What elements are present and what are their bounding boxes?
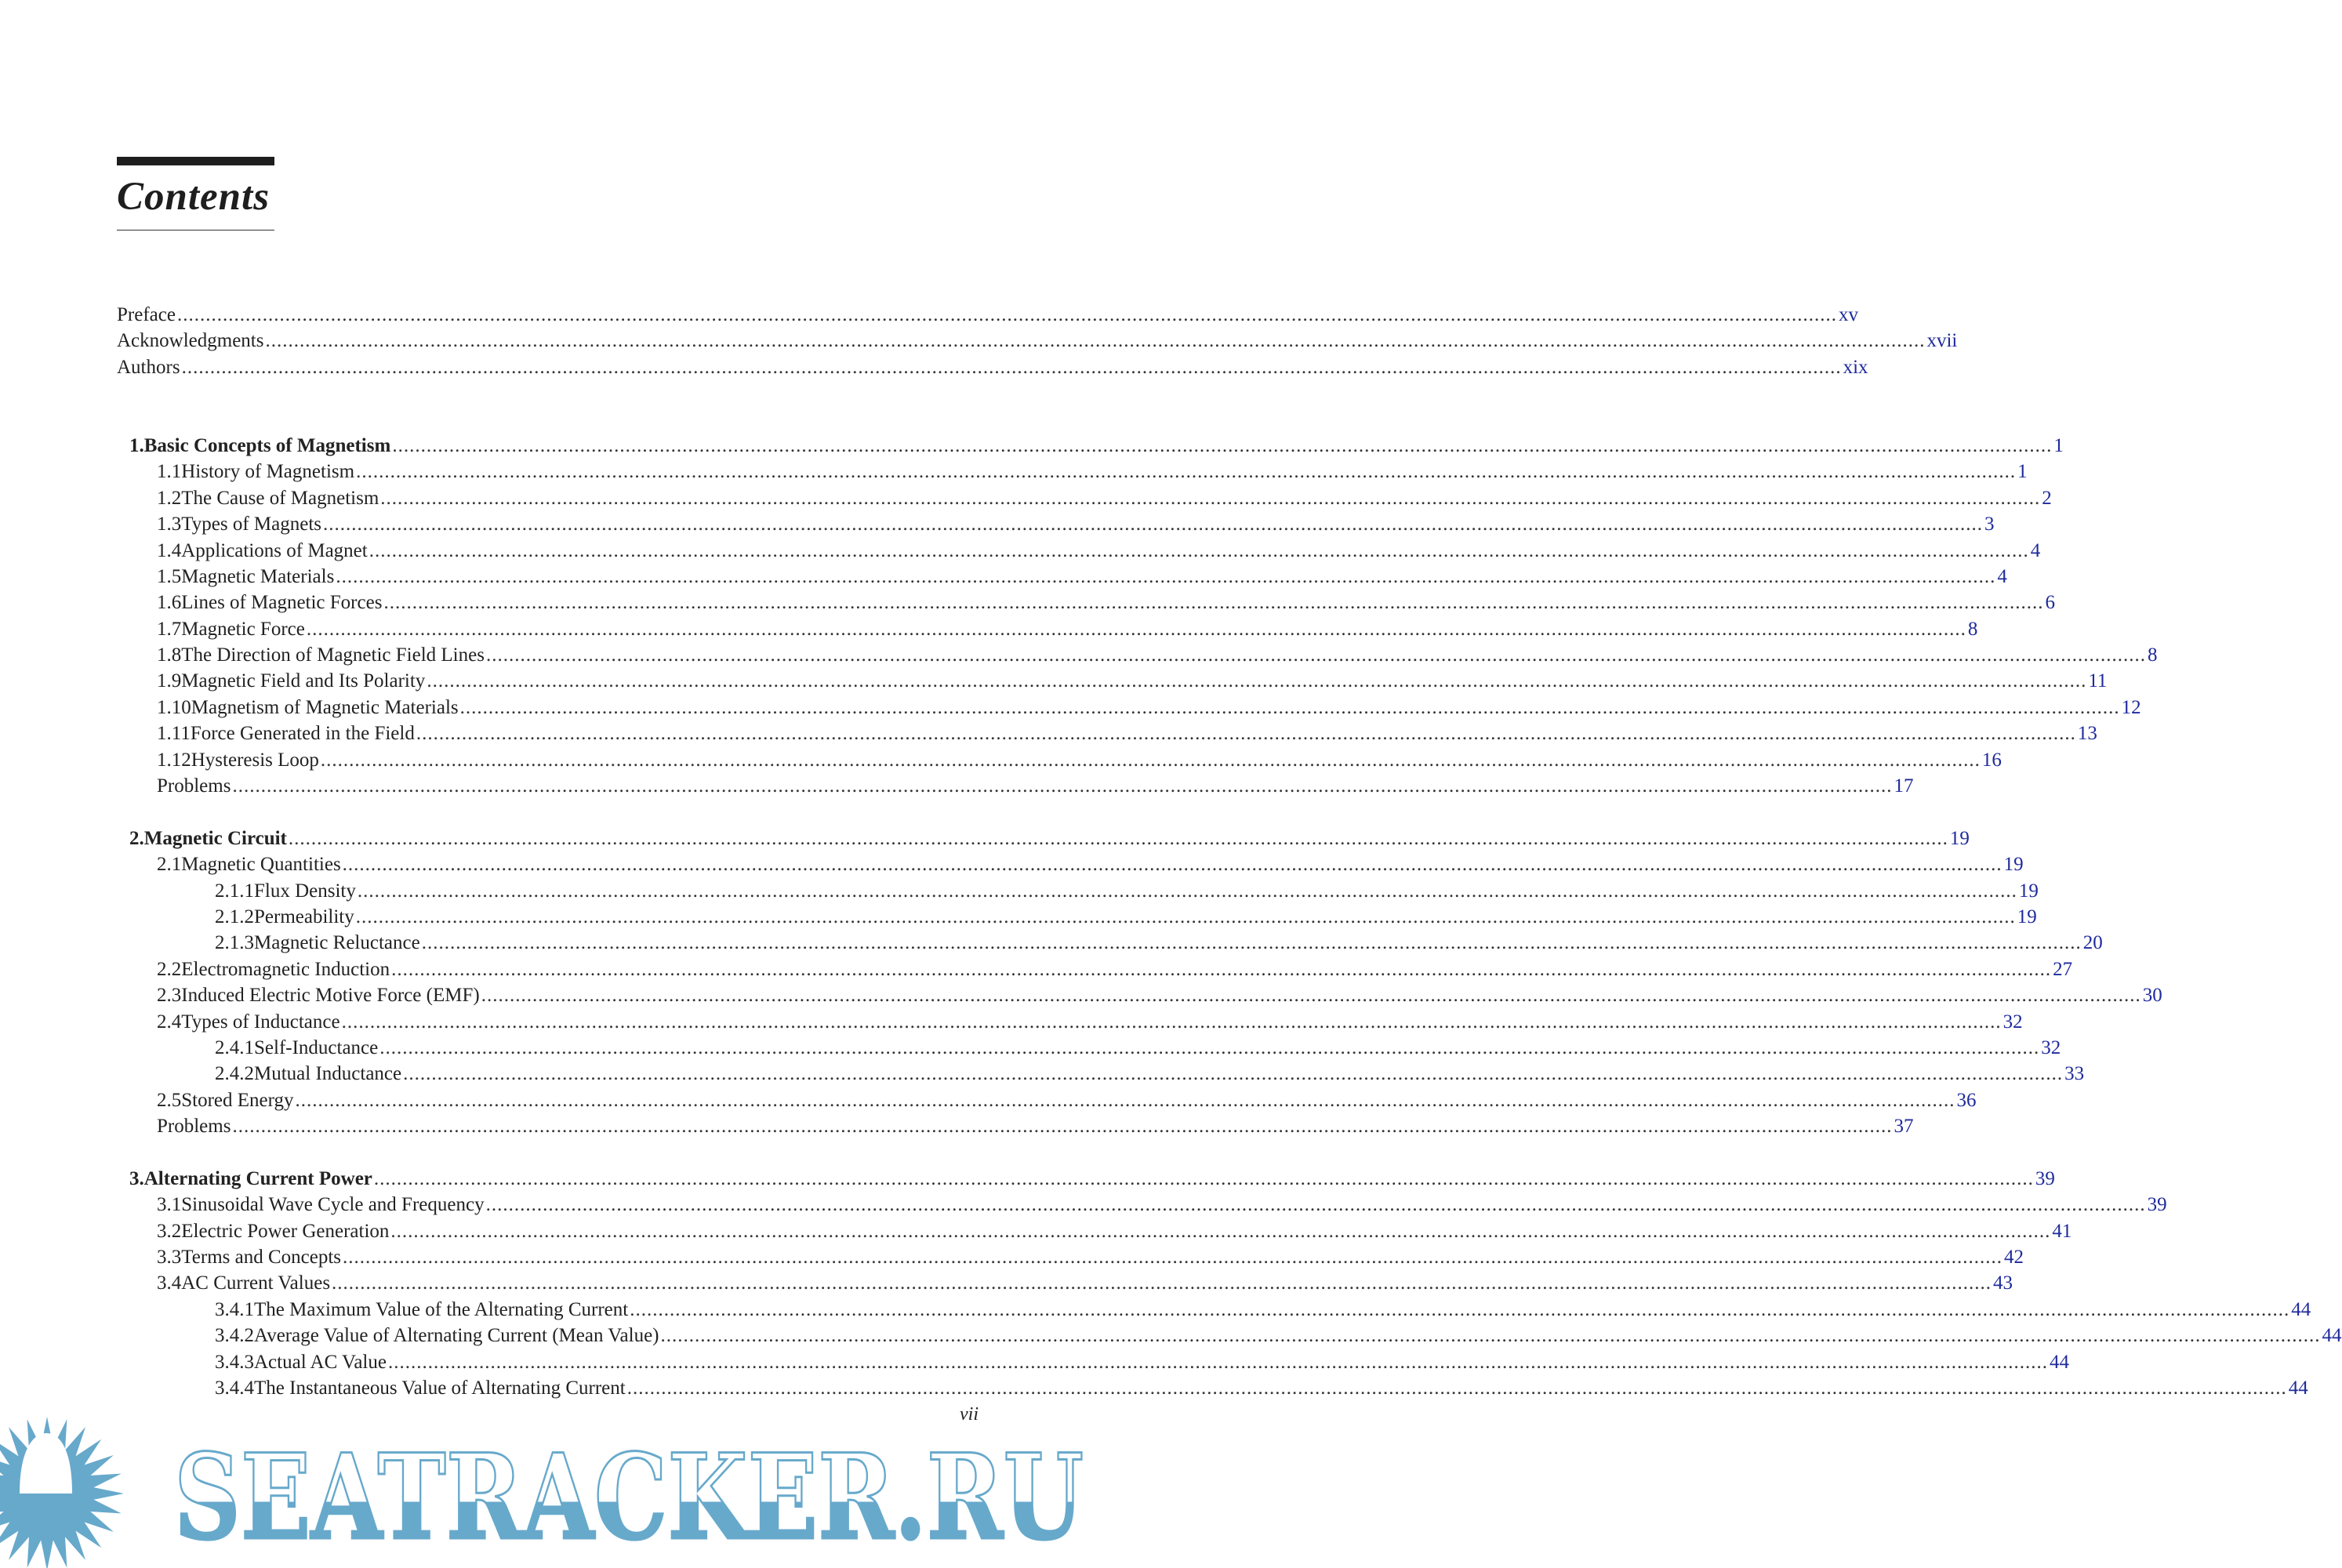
entry-title: Types of Magnets xyxy=(181,514,322,535)
dot-leader xyxy=(422,930,2082,956)
entry-number: 3.4.3 xyxy=(215,1351,254,1373)
dot-leader xyxy=(403,1061,2063,1087)
entry-title: Preface xyxy=(117,304,176,325)
dot-leader xyxy=(332,1270,1992,1296)
entry-page-number: xvii xyxy=(1926,330,1958,352)
entry-page-number: 4 xyxy=(1997,565,2007,587)
entry-page-number: 1 xyxy=(2053,434,2064,456)
entry-page-number: 33 xyxy=(2064,1063,2085,1085)
chapter-entry[interactable] xyxy=(117,433,2064,459)
entry-page-number: 44 xyxy=(2291,1298,2311,1320)
dot-leader xyxy=(374,1166,2034,1192)
entry-title: Mutual Inductance xyxy=(254,1063,402,1085)
entry-page-number: 36 xyxy=(1956,1089,1977,1111)
entry-title: Magnetic Circuit xyxy=(143,827,287,849)
entry-title: Force Generated in the Field xyxy=(190,723,415,745)
entry-title: Magnetic Field and Its Polarity xyxy=(181,670,426,692)
subsection-entry[interactable] xyxy=(117,1349,2069,1375)
entry-number: 1.7 xyxy=(157,618,182,640)
section-entry[interactable] xyxy=(117,616,1978,642)
dot-leader xyxy=(460,695,2120,720)
entry-page-number: 32 xyxy=(2041,1036,2061,1058)
entry-page-number: 16 xyxy=(1981,749,2002,771)
entry-title: Induced Electric Motive Force (EMF) xyxy=(181,985,480,1007)
section-entry[interactable] xyxy=(117,1192,2167,1218)
dot-leader xyxy=(627,1375,2287,1401)
dot-leader xyxy=(336,564,1995,590)
dot-leader xyxy=(486,1192,2146,1218)
dot-leader xyxy=(369,538,2029,564)
entry-page-number: 41 xyxy=(2052,1220,2072,1242)
entry-number: 3. xyxy=(129,1167,144,1189)
spacer xyxy=(117,407,979,433)
subsection-entry[interactable] xyxy=(117,878,2039,904)
section-entry[interactable] xyxy=(117,511,1995,537)
entry-number: 2.2 xyxy=(157,958,182,980)
section-entry[interactable] xyxy=(117,564,2007,590)
section-entry[interactable] xyxy=(117,695,2141,720)
section-entry[interactable] xyxy=(117,1244,2024,1270)
front-matter-entry[interactable] xyxy=(117,354,1868,380)
entry-number: 3.4.4 xyxy=(215,1377,254,1399)
entry-number: 2.5 xyxy=(157,1089,182,1111)
entry-number: 1.6 xyxy=(157,592,182,614)
entry-page-number: 37 xyxy=(1894,1116,1914,1138)
entry-number: 2.1.2 xyxy=(215,906,254,927)
entry-title: The Maximum Value of the Alternating Current xyxy=(254,1298,629,1320)
dot-leader xyxy=(342,1009,2002,1035)
dot-leader xyxy=(481,982,2141,1008)
entry-title: Sinusoidal Wave Cycle and Frequency xyxy=(181,1194,485,1216)
dot-leader xyxy=(427,668,2086,694)
dot-leader xyxy=(343,851,2003,877)
subsection-entry[interactable] xyxy=(117,1375,2308,1401)
entry-title: The Cause of Magnetism xyxy=(181,487,379,509)
entry-page-number: 8 xyxy=(1967,618,1978,640)
entry-title: History of Magnetism xyxy=(181,461,355,483)
section-entry[interactable] xyxy=(117,590,2055,615)
entry-page-number: 39 xyxy=(2147,1194,2167,1216)
entry-number: 1.4 xyxy=(157,539,182,561)
entry-number: 2.4.2 xyxy=(215,1063,254,1085)
subsection-entry[interactable] xyxy=(117,1323,2342,1348)
entry-number: 1.11 xyxy=(157,723,191,745)
section-entry[interactable] xyxy=(117,1270,2013,1296)
dot-leader xyxy=(232,773,1892,799)
entry-title: Permeability xyxy=(254,906,354,927)
dot-leader xyxy=(296,1087,1955,1113)
dot-leader xyxy=(416,720,2076,746)
entry-number: 1.5 xyxy=(157,565,182,587)
entry-title: Acknowledgments xyxy=(117,330,264,352)
subsection-entry[interactable] xyxy=(117,1061,2085,1087)
entry-number: 2.3 xyxy=(157,985,182,1007)
entry-title: Terms and Concepts xyxy=(181,1247,342,1269)
entry-number: 1.1 xyxy=(157,461,182,483)
problems-entry[interactable] xyxy=(117,773,1914,799)
watermark-logo xyxy=(0,1411,1098,1568)
entry-page-number: 44 xyxy=(2049,1351,2069,1373)
entry-page-number: 8 xyxy=(2147,644,2158,666)
entry-title: AC Current Values xyxy=(181,1272,331,1294)
subsection-entry[interactable] xyxy=(117,1035,2061,1061)
dot-leader xyxy=(356,904,2016,930)
watermark-text: SEATRACKER.RU xyxy=(174,1428,1084,1566)
entry-number: 1.2 xyxy=(157,487,182,509)
entry-title: Magnetism of Magnetic Materials xyxy=(191,696,459,718)
section-entry[interactable] xyxy=(117,1218,2072,1244)
entry-number: 2.1.1 xyxy=(215,880,254,902)
entry-number: 1.10 xyxy=(157,696,191,718)
entry-page-number: 43 xyxy=(1993,1272,2013,1294)
entry-number: 3.3 xyxy=(157,1247,182,1269)
subsection-entry[interactable] xyxy=(117,904,2037,930)
dot-leader xyxy=(265,328,1925,354)
entry-title: Electric Power Generation xyxy=(181,1220,390,1242)
entry-title: The Direction of Magnetic Field Lines xyxy=(181,644,485,666)
entry-page-number: 20 xyxy=(2082,932,2103,954)
dot-leader xyxy=(661,1323,2321,1348)
entry-page-number: 39 xyxy=(2035,1167,2055,1189)
entry-number: 1.8 xyxy=(157,644,182,666)
section-entry[interactable] xyxy=(117,851,2024,877)
dot-leader xyxy=(182,354,1842,380)
entry-page-number: xix xyxy=(1843,356,1868,378)
section-entry[interactable] xyxy=(117,538,2041,564)
dot-leader xyxy=(307,616,1966,642)
entry-title: Alternating Current Power xyxy=(143,1167,372,1189)
chapter-entry[interactable] xyxy=(117,1166,2055,1192)
entry-title: Average Value of Alternating Current (Mean Value) xyxy=(254,1325,659,1347)
entry-page-number: 2 xyxy=(2042,487,2052,509)
section-entry[interactable] xyxy=(117,642,2158,668)
sun-icon xyxy=(0,1417,124,1568)
section-entry[interactable] xyxy=(117,485,2052,511)
table-of-contents xyxy=(117,302,2342,1401)
entry-title: Basic Concepts of Magnetism xyxy=(143,434,391,456)
spacer xyxy=(117,1140,979,1166)
entry-number: 2.4.1 xyxy=(215,1036,254,1058)
spacer xyxy=(117,799,979,825)
heading-rule-bar xyxy=(117,157,274,165)
subsection-entry[interactable] xyxy=(117,930,2103,956)
entry-page-number: 42 xyxy=(2004,1247,2024,1269)
front-matter-entry[interactable] xyxy=(117,328,1958,354)
section-entry[interactable] xyxy=(117,1009,2023,1035)
section-entry[interactable] xyxy=(117,982,2162,1008)
entry-page-number: 19 xyxy=(2003,854,2024,876)
entry-title: Types of Inductance xyxy=(181,1011,340,1033)
entry-page-number: 13 xyxy=(2077,723,2097,745)
dot-leader xyxy=(358,878,2017,904)
entry-page-number: 19 xyxy=(2018,880,2039,902)
dot-leader xyxy=(383,590,2043,615)
entry-number: 3.4 xyxy=(157,1272,182,1294)
entry-page-number: 19 xyxy=(2017,906,2037,927)
entry-page-number: 27 xyxy=(2053,958,2073,980)
entry-number: 2.1 xyxy=(157,854,182,876)
page-number: vii xyxy=(960,1404,979,1425)
entry-page-number: 3 xyxy=(1984,514,1995,535)
dot-leader xyxy=(486,642,2146,668)
entry-number: 2.1.3 xyxy=(215,932,254,954)
entry-title: Magnetic Quantities xyxy=(181,854,341,876)
page-title: Contents xyxy=(117,175,271,219)
entry-title: Problems xyxy=(157,775,231,797)
entry-title: Magnetic Reluctance xyxy=(254,932,420,954)
entry-number: 1.12 xyxy=(157,749,191,771)
entry-title: Stored Energy xyxy=(181,1089,294,1111)
entry-page-number: 11 xyxy=(2088,670,2108,692)
entry-title: Self-Inductance xyxy=(254,1036,379,1058)
entry-number: 3.2 xyxy=(157,1220,182,1242)
entry-page-number: 17 xyxy=(1894,775,1914,797)
entry-page-number: 1 xyxy=(2017,461,2028,483)
entry-number: 1.3 xyxy=(157,514,182,535)
dot-leader xyxy=(391,956,2051,982)
section-entry[interactable] xyxy=(117,459,2028,485)
entry-number: 1.9 xyxy=(157,670,182,692)
entry-title: Magnetic Materials xyxy=(181,565,335,587)
dot-leader xyxy=(392,433,2052,459)
entry-page-number: 19 xyxy=(1949,827,1970,849)
entry-title: Magnetic Force xyxy=(181,618,305,640)
section-entry[interactable] xyxy=(117,747,2002,773)
entry-title: Applications of Magnet xyxy=(181,539,368,561)
dot-leader xyxy=(177,302,1837,328)
dot-leader xyxy=(232,1113,1892,1139)
chapter-entry[interactable] xyxy=(117,826,1970,851)
section-entry[interactable] xyxy=(117,720,2097,746)
entry-number: 1. xyxy=(129,434,144,456)
subsection-entry[interactable] xyxy=(117,1297,2311,1323)
entry-page-number: 4 xyxy=(2030,539,2041,561)
front-matter-entry[interactable] xyxy=(117,302,1858,328)
entry-page-number: xv xyxy=(1838,304,1858,325)
section-entry[interactable] xyxy=(117,956,2073,982)
dot-leader xyxy=(343,1244,2003,1270)
spacer xyxy=(117,380,979,406)
entry-number: 3.4.1 xyxy=(215,1298,254,1320)
entry-title: Electromagnetic Induction xyxy=(181,958,390,980)
dot-leader xyxy=(289,826,1948,851)
entry-title: Authors xyxy=(117,356,180,378)
dot-leader xyxy=(323,511,1983,537)
section-entry[interactable] xyxy=(117,1087,1977,1113)
dot-leader xyxy=(630,1297,2289,1323)
dot-leader xyxy=(380,485,2040,511)
entry-page-number: 32 xyxy=(2003,1011,2023,1033)
dot-leader xyxy=(390,1218,2050,1244)
entry-page-number: 30 xyxy=(2142,985,2162,1007)
dot-leader xyxy=(321,747,1981,773)
entry-title: Lines of Magnetic Forces xyxy=(181,592,383,614)
entry-page-number: 44 xyxy=(2322,1325,2342,1347)
entry-page-number: 44 xyxy=(2288,1377,2308,1399)
entry-title: Hysteresis Loop xyxy=(191,749,319,771)
entry-page-number: 12 xyxy=(2121,696,2141,718)
dot-leader xyxy=(356,459,2016,485)
entry-number: 2. xyxy=(129,827,144,849)
dot-leader xyxy=(388,1349,2048,1375)
entry-number: 2.4 xyxy=(157,1011,182,1033)
dot-leader xyxy=(379,1035,2039,1061)
problems-entry[interactable] xyxy=(117,1113,1914,1139)
entry-title: Problems xyxy=(157,1116,231,1138)
entry-title: The Instantaneous Value of Alternating Current xyxy=(254,1377,626,1399)
section-entry[interactable] xyxy=(117,668,2108,694)
entry-number: 3.4.2 xyxy=(215,1325,254,1347)
entry-page-number: 6 xyxy=(2045,592,2055,614)
entry-title: Flux Density xyxy=(254,880,356,902)
entry-title: Actual AC Value xyxy=(254,1351,387,1373)
entry-number: 3.1 xyxy=(157,1194,182,1216)
